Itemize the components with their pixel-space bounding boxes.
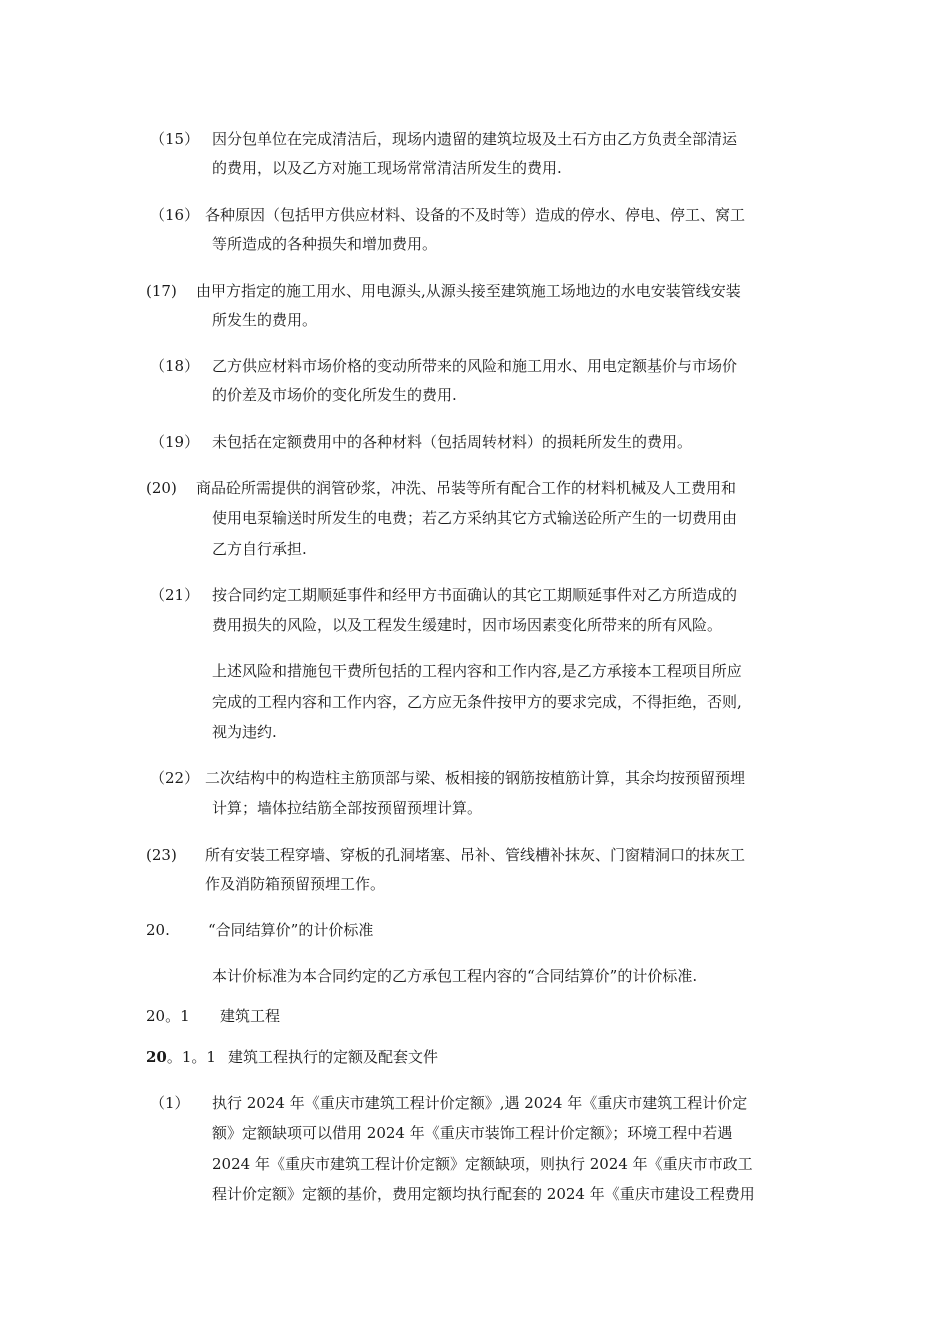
item-21-text-line-1: 按合同约定工期顺延事件和经甲方书面确认的其它工期顺延事件对乙方所造成的 <box>212 586 738 604</box>
item-17-number: (17) <box>146 282 177 300</box>
item-1-text-line-1: 执行 2024 年《重庆市建筑工程计价定额》,遇 2024 年《重庆市建筑工程计价定 <box>212 1094 748 1112</box>
item-1-number: （1） <box>150 1094 190 1112</box>
item-15-text-line-2: 的费用，以及乙方对施工现场常常清洁所发生的费用. <box>212 159 562 177</box>
item-1-text-line-3: 2024 年《重庆市建筑工程计价定额》定额缺项，则执行 2024 年《重庆市市政工 <box>212 1155 753 1173</box>
item-23-text-line-1: 所有安装工程穿墙、穿板的孔洞堵塞、吊补、管线槽补抹灰、门窗精洞口的抹灰工 <box>205 846 746 864</box>
item-18-text-line-1: 乙方供应材料市场价格的变动所带来的风险和施工用水、用电定额基价与市场价 <box>212 357 738 375</box>
item-22-text-line-2: 计算；墙体拉结筋全部按预留预埋计算。 <box>212 799 483 817</box>
item-16-text-line-1: 各种原因（包括甲方供应材料、设备的不及时等）造成的停水、停电、停工、窝工 <box>205 206 746 224</box>
item-20-number: (20) <box>146 479 177 497</box>
item-16-number: （16） <box>150 206 200 224</box>
item-20-text-line-3: 乙方自行承担. <box>212 540 307 558</box>
summary-line-3: 视为违约. <box>212 723 277 741</box>
section-20-1-title: 建筑工程 <box>220 1007 281 1025</box>
item-17-text-line-1: 由甲方指定的施工用水、用电源头,从源头接至建筑施工场地边的水电安装管线安装 <box>196 282 741 300</box>
item-19-text-line-1: 未包括在定额费用中的各种材料（包括周转材料）的损耗所发生的费用。 <box>212 433 693 451</box>
section-20-title: “合同结算价”的计价标准 <box>208 921 374 939</box>
item-23-text-line-2: 作及消防箱预留预埋工作。 <box>205 875 386 893</box>
item-15-number: （15） <box>150 130 200 148</box>
section-20-1-1-number-bold: 20 <box>146 1048 167 1066</box>
item-22-text-line-1: 二次结构中的构造柱主筋顶部与梁、板相接的钢筋按植筋计算，其余均按预留预埋 <box>205 769 746 787</box>
item-18-number: （18） <box>150 357 200 375</box>
section-20-body: 本计价标准为本合同约定的乙方承包工程内容的“合同结算价”的计价标准. <box>212 967 698 985</box>
section-20-1-1-title: 建筑工程执行的定额及配套文件 <box>228 1048 439 1066</box>
item-1-text-line-4: 程计价定额》定额的基价，费用定额均执行配套的 2024 年《重庆市建设工程费用 <box>212 1185 755 1203</box>
item-16-text-line-2: 等所造成的各种损失和增加费用。 <box>212 235 438 253</box>
item-23-number: (23) <box>146 846 177 864</box>
summary-line-1: 上述风险和措施包干费所包括的工程内容和工作内容,是乙方承接本工程项目所应 <box>212 662 742 680</box>
section-20-1-number: 20。1 <box>146 1007 190 1025</box>
item-17-text-line-2: 所发生的费用。 <box>212 311 318 329</box>
item-20-text-line-1: 商品砼所需提供的润管砂浆，冲洗、吊装等所有配合工作的材料机械及人工费用和 <box>196 479 737 497</box>
item-21-number: （21） <box>150 586 200 604</box>
item-18-text-line-2: 的价差及市场价的变化所发生的费用. <box>212 386 457 404</box>
item-22-number: （22） <box>150 769 200 787</box>
section-20-1-1-number <box>146 1047 216 1067</box>
item-1-text-line-2: 额》定额缺项可以借用 2024 年《重庆市装饰工程计价定额》；环境工程中若遇 <box>212 1124 733 1142</box>
section-20-1-1-number-rest: 。1。1 <box>166 1048 216 1066</box>
section-20-number: 20. <box>146 921 170 939</box>
item-21-text-line-2: 费用损失的风险，以及工程发生缓建时，因市场因素变化所带来的所有风险。 <box>212 616 723 634</box>
summary-line-2: 完成的工程内容和工作内容，乙方应无条件按甲方的要求完成，不得拒绝，否则, <box>212 693 742 711</box>
item-20-text-line-2: 使用电泵输送时所发生的电费；若乙方采纳其它方式输送砼所产生的一切费用由 <box>212 509 738 527</box>
item-19-number: （19） <box>150 433 200 451</box>
item-15-text-line-1: 因分包单位在完成清洁后，现场内遗留的建筑垃圾及土石方由乙方负责全部清运 <box>212 130 738 148</box>
